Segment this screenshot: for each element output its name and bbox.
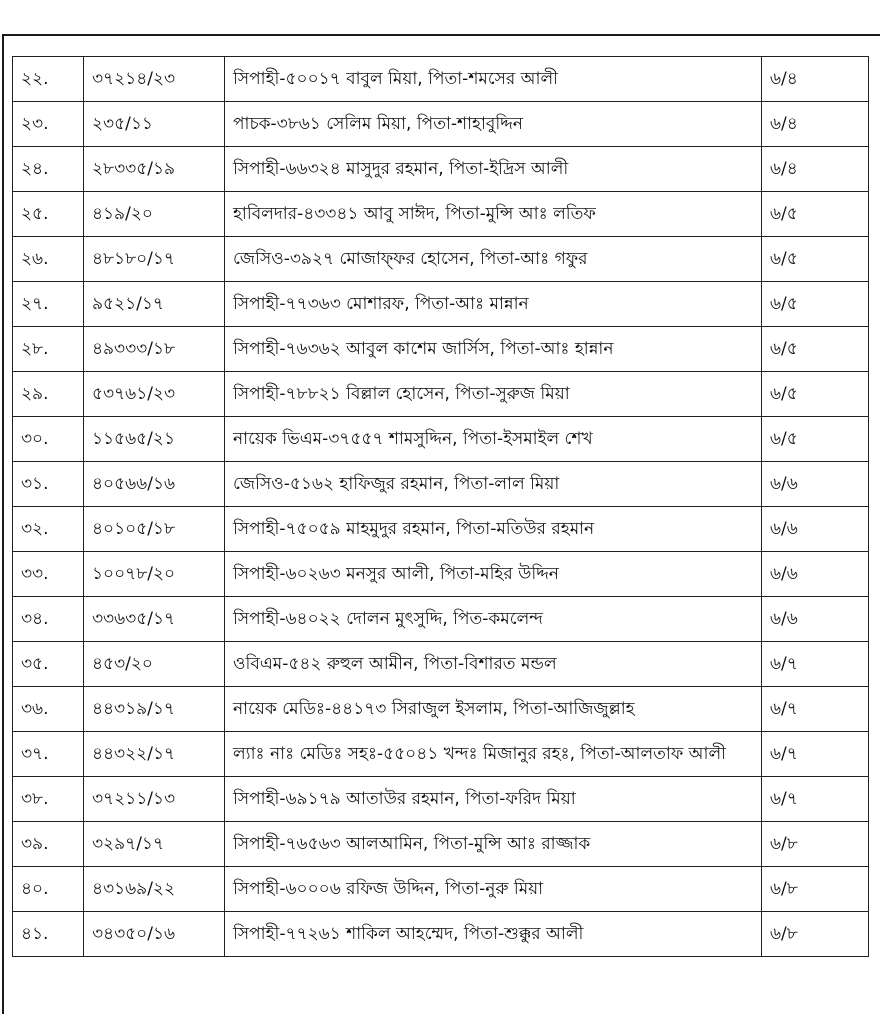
serial-number-cell: ৩৩. bbox=[13, 552, 84, 597]
date-cell: ৬/৪ bbox=[762, 147, 869, 192]
serial-number-cell: ৩৯. bbox=[13, 822, 84, 867]
table-row bbox=[13, 282, 869, 327]
date-cell: ৬/৮ bbox=[762, 912, 869, 957]
date-cell: ৬/৬ bbox=[762, 507, 869, 552]
table-row bbox=[13, 507, 869, 552]
date-cell: ৬/৭ bbox=[762, 642, 869, 687]
case-number-cell: ৪০৫৬৬/১৬ bbox=[84, 462, 225, 507]
table-row bbox=[13, 912, 869, 957]
serial-number-cell: ২৭. bbox=[13, 282, 84, 327]
serial-number-cell: ৩৪. bbox=[13, 597, 84, 642]
table-row bbox=[13, 552, 869, 597]
date-cell: ৬/৪ bbox=[762, 102, 869, 147]
case-number-cell: ১০০৭৮/২০ bbox=[84, 552, 225, 597]
serial-number-cell: ২৩. bbox=[13, 102, 84, 147]
serial-number-cell: ২৪. bbox=[13, 147, 84, 192]
person-name-cell: সিপাহী-৬০০০৬ রফিজ উদ্দিন, পিতা-নুরু মিয়া bbox=[225, 867, 762, 912]
person-name-cell: পাচক-৩৮৬১ সেলিম মিয়া, পিতা-শাহাবুদ্দিন bbox=[225, 102, 762, 147]
date-cell: ৬/৫ bbox=[762, 327, 869, 372]
person-name-cell: সিপাহী-৭৬৫৬৩ আলআমিন, পিতা-মুন্সি আঃ রাজ্জাক bbox=[225, 822, 762, 867]
case-number-cell: ৪৫৩/২০ bbox=[84, 642, 225, 687]
serial-number-cell: ৩০. bbox=[13, 417, 84, 462]
serial-number-cell: ২৯. bbox=[13, 372, 84, 417]
case-number-cell: ৫৩৭৬১/২৩ bbox=[84, 372, 225, 417]
serial-number-cell: ৩৭. bbox=[13, 732, 84, 777]
table-row bbox=[13, 597, 869, 642]
case-number-cell: ৩৪৩৫০/১৬ bbox=[84, 912, 225, 957]
person-name-cell: সিপাহী-৬৪০২২ দোলন মুৎসুদ্দি, পিত-কমলেন্দ bbox=[225, 597, 762, 642]
case-number-cell: ৪৪৩১৯/১৭ bbox=[84, 687, 225, 732]
date-cell: ৬/৮ bbox=[762, 822, 869, 867]
serial-number-cell: ৩৫. bbox=[13, 642, 84, 687]
person-name-cell: সিপাহী-৭৭৩৬৩ মোশারফ, পিতা-আঃ মান্নান bbox=[225, 282, 762, 327]
serial-number-cell: ৩২. bbox=[13, 507, 84, 552]
case-number-cell: ৩৩৬৩৫/১৭ bbox=[84, 597, 225, 642]
table-row bbox=[13, 102, 869, 147]
person-name-cell: সিপাহী-৭৫০৫৯ মাহমুদুর রহমান, পিতা-মতিউর রহমান bbox=[225, 507, 762, 552]
table-row bbox=[13, 417, 869, 462]
table-row bbox=[13, 237, 869, 282]
table-row bbox=[13, 57, 869, 102]
table-row bbox=[13, 822, 869, 867]
table-row bbox=[13, 777, 869, 822]
table-body bbox=[13, 57, 869, 957]
person-name-cell: সিপাহী-৬০২৬৩ মনসুর আলী, পিতা-মহির উদ্দিন bbox=[225, 552, 762, 597]
table-row bbox=[13, 687, 869, 732]
table-row bbox=[13, 462, 869, 507]
case-number-cell: ৪১৯/২০ bbox=[84, 192, 225, 237]
date-cell: ৬/৬ bbox=[762, 552, 869, 597]
case-number-cell: ৩২৯৭/১৭ bbox=[84, 822, 225, 867]
serial-number-cell: ২৮. bbox=[13, 327, 84, 372]
case-number-cell: ৪৪৩২২/১৭ bbox=[84, 732, 225, 777]
date-cell: ৬/৮ bbox=[762, 867, 869, 912]
person-name-cell: হাবিলদার-৪৩৩৪১ আবু সাঈদ, পিতা-মুন্সি আঃ লতিফ bbox=[225, 192, 762, 237]
person-name-cell: সিপাহী-৭৬৩৬২ আবুল কাশেম জার্সিস, পিতা-আঃ হান্নান bbox=[225, 327, 762, 372]
serial-number-cell: ২২. bbox=[13, 57, 84, 102]
serial-number-cell: ২৬. bbox=[13, 237, 84, 282]
person-name-cell: নায়েক মেডিঃ-৪৪১৭৩ সিরাজুল ইসলাম, পিতা-আজিজুল্লাহ bbox=[225, 687, 762, 732]
date-cell: ৬/৬ bbox=[762, 462, 869, 507]
table-row bbox=[13, 147, 869, 192]
case-number-cell: ১১৫৬৫/২১ bbox=[84, 417, 225, 462]
person-name-cell: সিপাহী-৫০০১৭ বাবুল মিয়া, পিতা-শমসের আলী bbox=[225, 57, 762, 102]
table-row bbox=[13, 867, 869, 912]
date-cell: ৬/৫ bbox=[762, 237, 869, 282]
table-row bbox=[13, 732, 869, 777]
person-name-cell: সিপাহী-৬৬৩২৪ মাসুদুর রহমান, পিতা-ইদ্রিস আলী bbox=[225, 147, 762, 192]
serial-number-cell: ৩১. bbox=[13, 462, 84, 507]
case-number-cell: ৪০১০৫/১৮ bbox=[84, 507, 225, 552]
case-number-cell: ৪৮১৮০/১৭ bbox=[84, 237, 225, 282]
case-number-cell: ৪৯৩৩৩/১৮ bbox=[84, 327, 225, 372]
person-name-cell: সিপাহী-৭৮৮২১ বিল্লাল হোসেন, পিতা-সুরুজ মিয়া bbox=[225, 372, 762, 417]
serial-number-cell: ৩৬. bbox=[13, 687, 84, 732]
date-cell: ৬/৭ bbox=[762, 732, 869, 777]
serial-number-cell: ৪১. bbox=[13, 912, 84, 957]
table-row bbox=[13, 372, 869, 417]
person-name-cell: জেসিও-৩৯২৭ মোজাফ্ফর হোসেন, পিতা-আঃ গফুর bbox=[225, 237, 762, 282]
date-cell: ৬/৫ bbox=[762, 372, 869, 417]
case-number-cell: ২৩৫/১১ bbox=[84, 102, 225, 147]
date-cell: ৬/৭ bbox=[762, 687, 869, 732]
person-name-cell: জেসিও-৫১৬২ হাফিজুর রহমান, পিতা-লাল মিয়া bbox=[225, 462, 762, 507]
case-number-cell: ৩৭২১৪/২৩ bbox=[84, 57, 225, 102]
date-cell: ৬/৬ bbox=[762, 597, 869, 642]
person-name-cell: ল্যাঃ নাঃ মেডিঃ সহঃ-৫৫০৪১ খন্দঃ মিজানুর রহঃ, পিতা-আলতাফ আলী bbox=[225, 732, 762, 777]
date-cell: ৬/৫ bbox=[762, 417, 869, 462]
table-row bbox=[13, 192, 869, 237]
serial-number-cell: ৩৮. bbox=[13, 777, 84, 822]
person-name-cell: নায়েক ভিএম-৩৭৫৫৭ শামসুদ্দিন, পিতা-ইসমাইল শেখ bbox=[225, 417, 762, 462]
date-cell: ৬/৪ bbox=[762, 57, 869, 102]
table-row bbox=[13, 642, 869, 687]
serial-number-cell: ৪০. bbox=[13, 867, 84, 912]
date-cell: ৬/৫ bbox=[762, 192, 869, 237]
date-cell: ৬/৭ bbox=[762, 777, 869, 822]
case-number-cell: ৪৩১৬৯/২২ bbox=[84, 867, 225, 912]
date-cell: ৬/৫ bbox=[762, 282, 869, 327]
person-name-cell: ওবিএম-৫৪২ রুহুল আমীন, পিতা-বিশারত মন্ডল bbox=[225, 642, 762, 687]
case-number-cell: ৯৫২১/১৭ bbox=[84, 282, 225, 327]
personnel-table bbox=[12, 56, 869, 957]
case-number-cell: ২৮৩৩৫/১৯ bbox=[84, 147, 225, 192]
table-row bbox=[13, 327, 869, 372]
person-name-cell: সিপাহী-৬৯১৭৯ আতাউর রহমান, পিতা-ফরিদ মিয়া bbox=[225, 777, 762, 822]
person-name-cell: সিপাহী-৭৭২৬১ শাকিল আহম্মেদ, পিতা-শুক্কুর আলী bbox=[225, 912, 762, 957]
serial-number-cell: ২৫. bbox=[13, 192, 84, 237]
case-number-cell: ৩৭২১১/১৩ bbox=[84, 777, 225, 822]
